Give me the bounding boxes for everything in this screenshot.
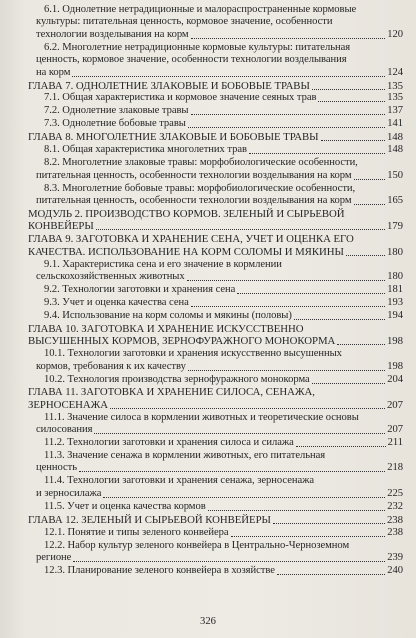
toc-entry-text: 9.4. Использование на корм соломы и мякины (половы): [44, 309, 292, 321]
dot-leader: [188, 369, 385, 371]
toc-chapter-entry: [0, 386, 416, 411]
toc-page-number: 239: [387, 552, 403, 564]
toc-entry-text: 6.2. Многолетние нетрадиционные кормовые культуры: питательная: [44, 41, 351, 53]
toc-section-entry: [0, 348, 416, 373]
dot-leader: [237, 292, 385, 294]
dot-leader: [354, 203, 385, 205]
toc-page-number: 180: [386, 245, 403, 258]
dot-leader: [249, 152, 385, 154]
toc-entry-text: КОНВЕЙЕРЫ: [28, 220, 94, 233]
toc-page-number: 150: [387, 169, 403, 181]
toc-page-number: 207: [387, 424, 403, 436]
toc-page-number: 240: [387, 565, 403, 576]
toc-section-entry: [0, 183, 416, 208]
toc-section-entry: [0, 540, 416, 565]
toc-entry-text: 11.2. Технологии заготовки и хранения силоса и силажа: [44, 437, 294, 449]
toc-entry-text: ГЛАВА 12. ЗЕЛЕНЫЙ И СЫРЬЕВОЙ КОНВЕЙЕРЫ: [28, 513, 271, 526]
page-number: 326: [200, 616, 216, 627]
toc-page-number: 179: [386, 220, 403, 233]
toc-page-number: 124: [387, 66, 403, 78]
toc-entry-text: 8.2. Многолетние злаковые травы: морфобиологические особенности,: [44, 157, 358, 169]
dot-leader: [337, 343, 385, 345]
dot-leader: [191, 113, 385, 115]
toc-page-number: 211: [387, 437, 403, 449]
toc-entry-text: ГЛАВА 8. МНОГОЛЕТНИЕ ЗЛАКОВЫЕ И БОБОВЫЕ ТРАВЫ: [28, 131, 319, 144]
dot-leader: [346, 254, 385, 256]
toc-section-entry: [0, 118, 416, 130]
toc-entry-text: ВЫСУШЕННЫХ КОРМОВ, ЗЕРНОФУРАЖНОГО МОНОКОРМА: [28, 335, 336, 348]
toc-section-entry: [0, 374, 416, 386]
dot-leader: [191, 305, 385, 307]
toc-entry-text: ЗЕРНОСЕНАЖА: [28, 398, 109, 411]
toc-entry-text: 11.3. Значение сенажа в кормлении животных, его питательная: [44, 450, 326, 462]
dot-leader: [110, 407, 385, 409]
toc-entry-text: ГЛАВА 11. ЗАГОТОВКА И ХРАНЕНИЕ СИЛОСА, СЕНАЖА,: [28, 386, 315, 399]
toc-entry-text: КАЧЕСТВА. ИСПОЛЬЗОВАНИЕ НА КОРМ СОЛОМЫ И МЯКИНЫ: [28, 245, 344, 258]
toc-section-entry: [0, 475, 416, 500]
toc-page-number: 135: [387, 92, 403, 104]
dot-leader: [321, 139, 385, 141]
toc-chapter-entry: [0, 80, 416, 92]
dot-leader: [188, 126, 385, 128]
toc-entry-text: силосования: [36, 424, 93, 436]
toc-chapter-entry: [0, 233, 416, 258]
toc-section-entry: [0, 297, 416, 309]
toc-page-number: 238: [387, 526, 403, 538]
toc-section-entry: [0, 565, 416, 577]
toc-entry-text: 12.1. Понятие и типы зеленого конвейера: [44, 526, 229, 538]
toc-chapter-entry: [0, 514, 416, 526]
toc-section-entry: [0, 4, 416, 41]
toc-section-entry: [0, 259, 416, 284]
toc-section-entry: [0, 310, 416, 322]
toc-entry-text: кормов, требования к их качеству: [36, 360, 186, 372]
toc-entry-text: ГЛАВА 10. ЗАГОТОВКА И ХРАНЕНИЕ ИСКУССТВЕННО: [28, 322, 304, 335]
toc-page-number: 148: [386, 131, 403, 144]
dot-leader: [277, 573, 385, 575]
toc-page-number: 120: [387, 28, 403, 40]
dot-leader: [73, 560, 385, 562]
toc-section-entry: [0, 42, 416, 79]
dot-leader: [94, 432, 385, 434]
dot-leader: [294, 318, 385, 320]
toc-entry-text: 7.3. Однолетние бобовые травы: [44, 118, 186, 130]
toc-entry-text: МОДУЛЬ 2. ПРОИЗВОДСТВО КОРМОВ. ЗЕЛЕНЫЙ И СЫРЬЕВОЙ: [28, 207, 345, 220]
toc-entry-text: питательная ценность, особенности технологии возделывания на корм: [36, 169, 352, 181]
dot-leader: [103, 496, 385, 498]
toc-page-number: 135: [386, 79, 403, 92]
toc-page-number: 198: [387, 360, 403, 372]
toc-entry-text: регионе: [36, 552, 72, 564]
toc-section-entry: [0, 527, 416, 539]
toc-chapter-entry: [0, 323, 416, 348]
toc-entry-text: технологии возделывания на корм: [36, 28, 189, 40]
toc-page-number: 232: [387, 500, 403, 512]
toc-entry-text: питательная ценность, особенности технологии возделывания на корм: [36, 194, 352, 206]
toc-section-entry: [0, 412, 416, 437]
dot-leader: [354, 178, 385, 180]
toc-section-entry: [0, 450, 416, 475]
toc-entry-text: 8.1. Общая характеристика многолетних трав: [44, 144, 247, 156]
toc-page-number: 165: [387, 194, 403, 206]
dot-leader: [191, 37, 385, 39]
toc-page-number: 207: [386, 398, 403, 411]
toc-entry-text: 7.2. Однолетние злаковые травы: [44, 105, 189, 117]
toc-chapter-entry: [0, 131, 416, 143]
toc-page-number: 181: [387, 283, 403, 295]
toc-page-number: 194: [387, 309, 403, 321]
dot-leader: [312, 88, 385, 90]
toc-section-entry: [0, 501, 416, 513]
dot-leader: [208, 509, 385, 511]
toc-section-entry: [0, 284, 416, 296]
toc-entry-text: 7.1. Общая характеристика и кормовое значение сеяных трав: [44, 92, 317, 104]
toc-entry-text: 9.1. Характеристика сена и его значение в кормлении: [44, 258, 282, 270]
toc-entry-text: 9.3. Учет и оценка качества сена: [44, 296, 189, 308]
toc-section-entry: [0, 144, 416, 156]
toc-page-number: 137: [387, 105, 403, 117]
dot-leader: [72, 75, 385, 77]
toc-entry-text: 11.4. Технологии заготовки и хранения сенажа, зерносенажа: [44, 475, 315, 487]
toc-entry-text: ГЛАВА 7. ОДНОЛЕТНИЕ ЗЛАКОВЫЕ И БОБОВЫЕ ТРАВЫ: [28, 79, 310, 92]
toc-section-entry: [0, 92, 416, 104]
toc-page-number: 218: [387, 462, 403, 474]
toc-entry-text: 8.3. Многолетние бобовые травы: морфобиологические особенности,: [44, 182, 356, 194]
toc-entry-text: ценность: [36, 462, 78, 474]
dot-leader: [96, 228, 385, 230]
toc-entry-text: ценность, кормовое значение, особенности технологии возделывания: [36, 54, 347, 66]
toc-page-number: 180: [387, 270, 403, 282]
toc-chapter-entry: [0, 208, 416, 233]
toc-page-number: 148: [387, 144, 403, 156]
toc-entry-text: и зерносилажа: [36, 487, 102, 499]
toc-entry-text: 10.1. Технологии заготовки и хранения искусственно высушенных: [44, 348, 342, 360]
toc-entry-text: на корм: [36, 66, 71, 78]
toc-entry-text: 12.3. Планирование зеленого конвейера в хозяйстве: [44, 565, 275, 576]
toc-entry-text: 11.1. Значение силоса в кормлении животных и теоретические основы: [44, 411, 359, 423]
toc-entry-text: 10.2. Технология производства зернофуражного монокорма: [44, 373, 310, 385]
dot-leader: [312, 382, 385, 384]
toc-entry-text: 12.2. Набор культур зеленого конвейера в Центрально-Черноземном: [44, 539, 350, 551]
toc-section-entry: [0, 437, 416, 449]
toc-page-number: 141: [387, 118, 403, 130]
toc-entry-text: 11.5. Учет и оценка качества кормов: [44, 500, 206, 512]
toc-page-number: 198: [386, 335, 403, 348]
toc-page-number: 204: [387, 373, 403, 385]
dot-leader: [79, 470, 385, 472]
toc-entry-text: ГЛАВА 9. ЗАГОТОВКА И ХРАНЕНИЕ СЕНА, УЧЕТ И ОЦЕНКА ЕГО: [28, 233, 354, 246]
toc-page-number: 193: [387, 296, 403, 308]
dot-leader: [273, 522, 385, 524]
toc-entry-text: 9.2. Технологии заготовки и хранения сена: [44, 283, 236, 295]
dot-leader: [296, 445, 386, 447]
toc-entry-text: 6.1. Однолетние нетрадиционные и малораспространенные кормовые: [44, 4, 357, 15]
toc-section-entry: [0, 105, 416, 117]
dot-leader: [231, 535, 385, 537]
toc-page-number: 225: [387, 487, 403, 499]
toc-section-entry: [0, 157, 416, 182]
dot-leader: [318, 100, 385, 102]
toc-entry-text: сельскохозяйственных животных: [36, 270, 185, 282]
toc-entry-text: культуры: питательная ценность, кормовое значение, особенности: [36, 16, 333, 28]
dot-leader: [187, 279, 385, 281]
toc-page-number: 238: [386, 513, 403, 526]
